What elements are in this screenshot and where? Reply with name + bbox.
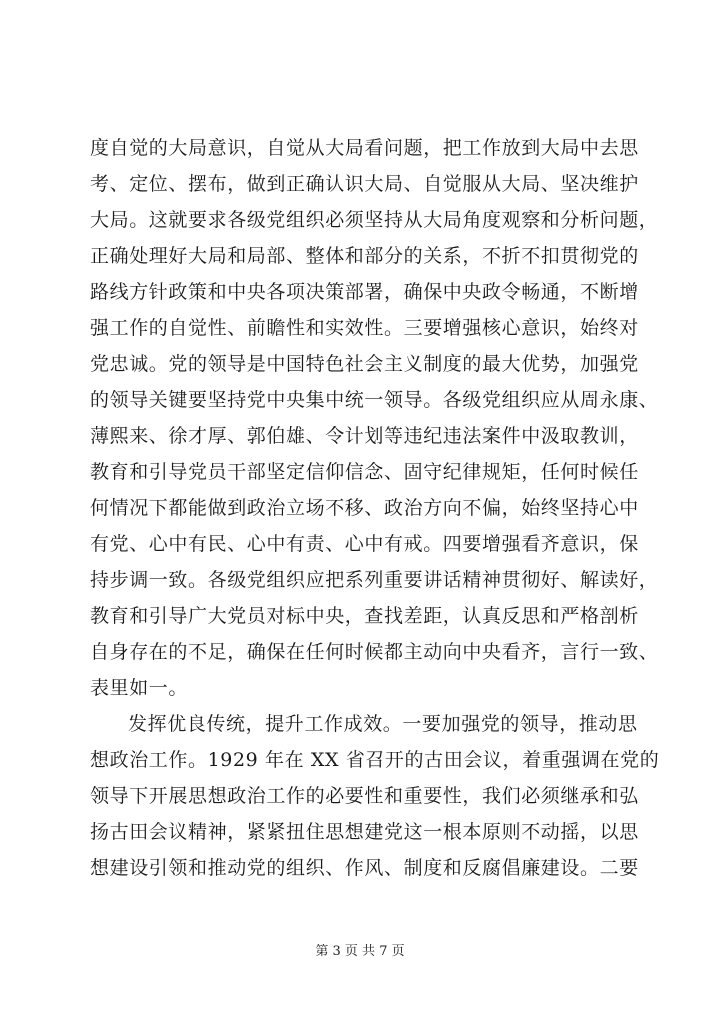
text-line: 表里如一。 <box>90 677 189 699</box>
text-line: 党忠诚。党的领导是中国特色社会主义制度的最大优势，加强党 <box>90 353 639 375</box>
text-line: 度自觉的大局意识，自觉从大局看问题，把工作放到大局中去思 <box>90 137 639 159</box>
text-line: 正确处理好大局和局部、整体和部分的关系，不折不扣贯彻党的 <box>90 245 639 267</box>
text-line: 路线方针政策和中央各项决策部署，确保中央政令畅通，不断增 <box>90 281 639 303</box>
text-line: 强工作的自觉性、前瞻性和实效性。三要增强核心意识，始终对 <box>90 317 639 339</box>
page-number-footer: 第 3 页 共 7 页 <box>315 944 405 959</box>
text-line: 教育和引导党员干部坚定信仰信念、固守纪律规矩，任何时候任 <box>90 461 639 483</box>
text-line: 何情况下都能做到政治立场不移、政治方向不偏，始终坚持心中 <box>90 497 639 519</box>
text-line: 扬古田会议精神，紧紧扭住思想建党这一根本原则不动摇，以思 <box>90 821 639 843</box>
text-line: 有党、心中有民、心中有责、心中有戒。四要增强看齐意识，保 <box>90 533 639 555</box>
text-line: 想政治工作。1929 年在 XX 省召开的古田会议，着重强调在党的 <box>90 749 660 771</box>
text-line: 领导下开展思想政治工作的必要性和重要性，我们必须继承和弘 <box>90 785 639 807</box>
text-line: 持步调一致。各级党组织应把系列重要讲话精神贯彻好、解读好， <box>90 569 659 591</box>
paragraph-first-line: 发挥优良传统，提升工作成效。一要加强党的领导，推动思 <box>128 713 638 735</box>
text-line: 想建设引领和推动党的组织、作风、制度和反腐倡廉建设。二要 <box>90 857 639 879</box>
text-line: 薄熙来、徐才厚、郭伯雄、令计划等违纪违法案件中汲取教训， <box>90 425 639 447</box>
text-line: 大局。这就要求各级党组织必须坚持从大局角度观察和分析问题， <box>90 209 659 231</box>
text-line: 考、定位、摆布，做到正确认识大局、自觉服从大局、坚决维护 <box>90 173 639 195</box>
text-line: 教育和引导广大党员对标中央，查找差距，认真反思和严格剖析 <box>90 605 639 627</box>
text-line: 自身存在的不足，确保在任何时候都主动向中央看齐，言行一致、 <box>90 641 659 663</box>
text-line: 的领导关键要坚持党中央集中统一领导。各级党组织应从周永康、 <box>90 389 659 411</box>
